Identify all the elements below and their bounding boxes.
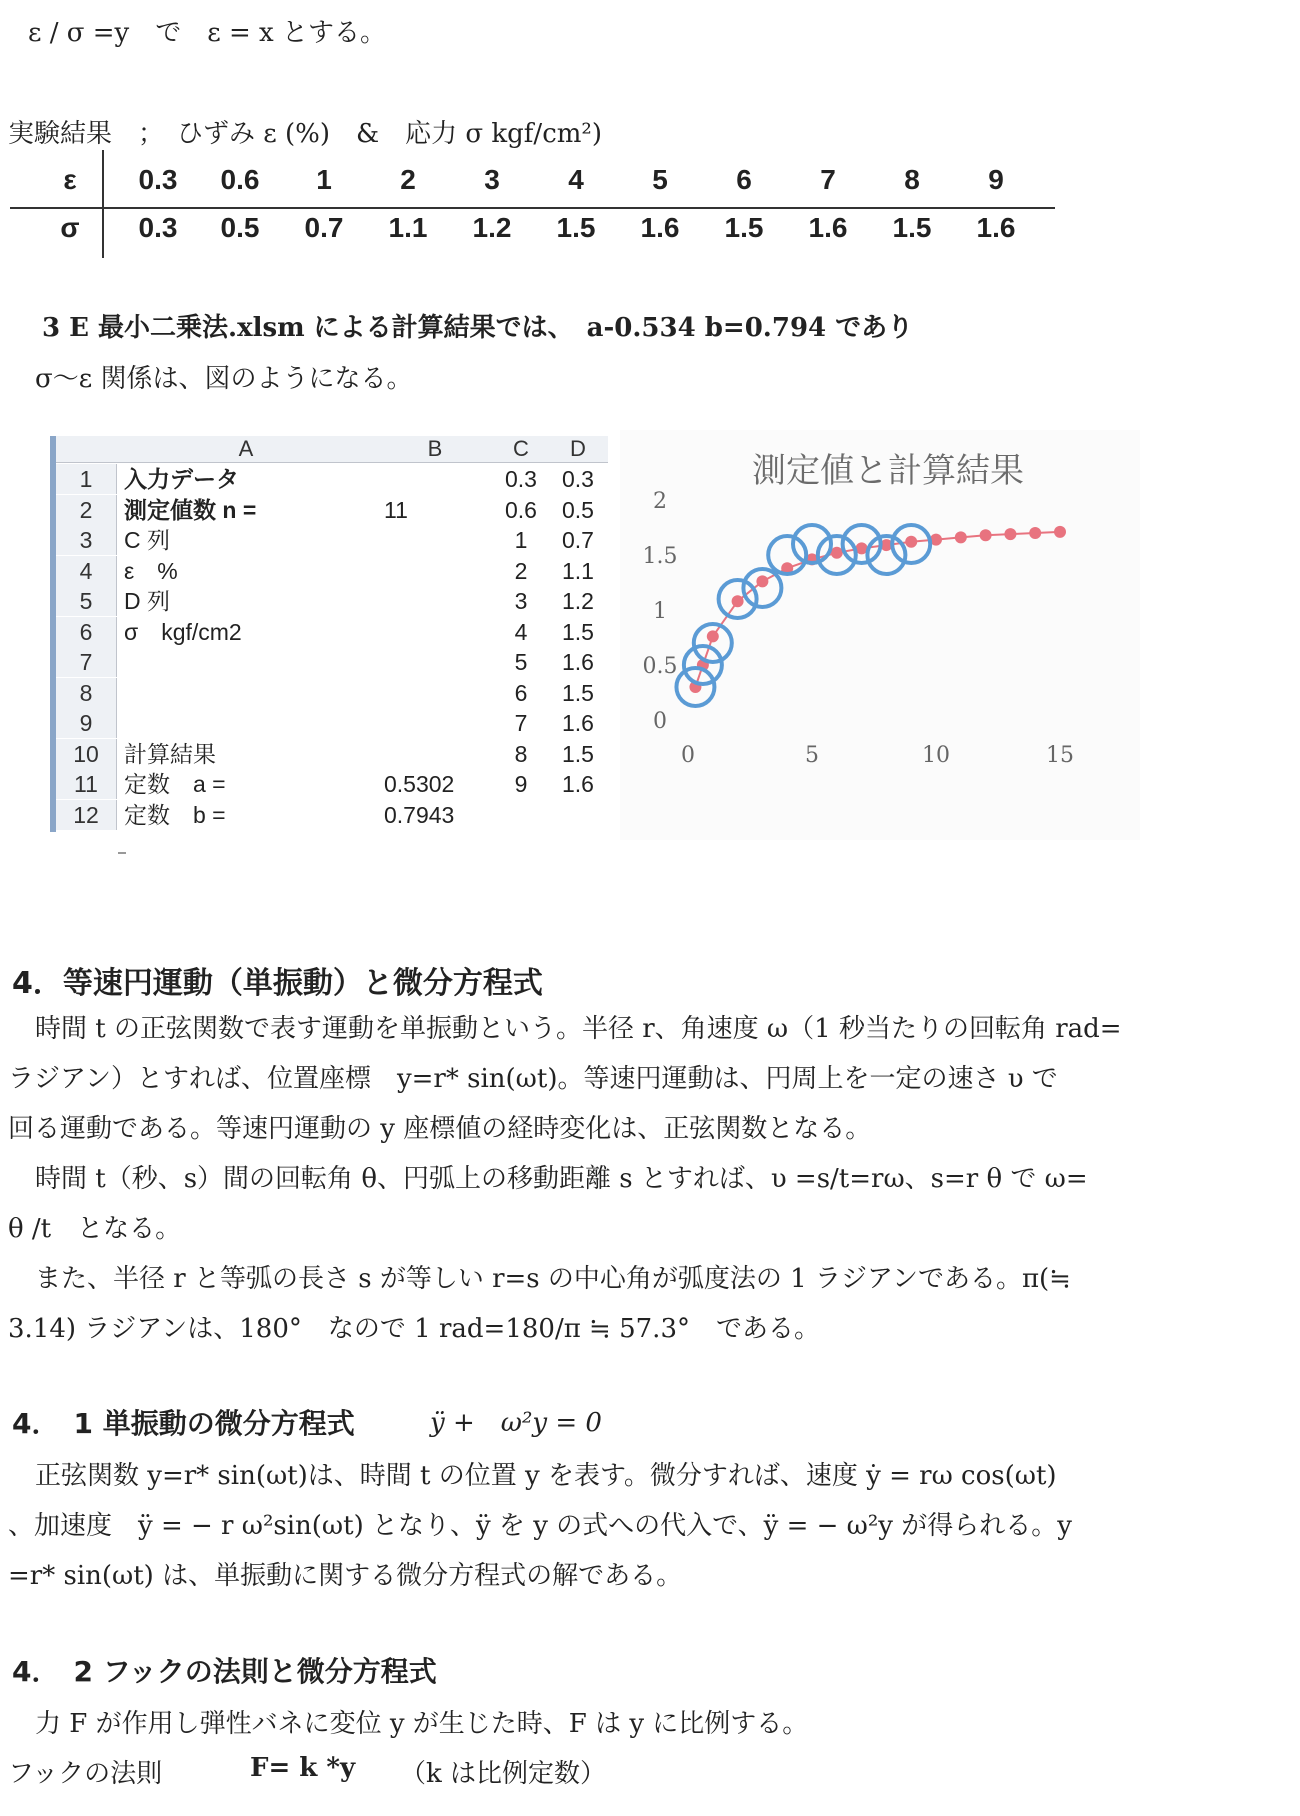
sec4-para-line: 回る運動である。等速円運動の y 座標値の経時変化は、正弦関数となる。 xyxy=(8,1114,872,1144)
sigma-value: 1.5 xyxy=(724,212,764,243)
row-header[interactable]: 4 xyxy=(56,556,117,586)
section-4-heading: 4．等速円運動（単振動）と微分方程式 xyxy=(12,966,543,1001)
x-tick-label: 15 xyxy=(1046,743,1074,768)
sigma-value: 1.2 xyxy=(472,212,512,243)
intro-line: ε / σ =y で ε = x とする。 xyxy=(28,18,386,48)
eps-value: 7 xyxy=(820,164,836,195)
fit-point xyxy=(756,575,768,587)
y-tick-label: 0 xyxy=(653,709,667,734)
sheet-cell-c[interactable]: 9 xyxy=(514,771,528,797)
sigma-value: 0.5 xyxy=(220,212,260,243)
eps-value: 9 xyxy=(988,164,1004,195)
col-header-b[interactable]: B xyxy=(376,436,494,463)
row-header[interactable]: 5 xyxy=(56,586,117,616)
fit-point xyxy=(1054,526,1066,538)
sheet-cell-c[interactable]: 2 xyxy=(514,557,528,584)
sheet-cell-a[interactable]: 定数 a = xyxy=(124,771,226,797)
sheet-cell-c[interactable]: 1 xyxy=(514,527,528,553)
sheet-cell-b[interactable] xyxy=(384,556,494,586)
sheet-cell-a[interactable] xyxy=(124,678,374,708)
eps-value: 8 xyxy=(904,164,920,195)
sheet-cell-c[interactable]: 0.3 xyxy=(505,466,537,492)
results-caption: 実験結果 ； ひずみ ε (%) & 応力 σ kgf/cm²) xyxy=(8,119,602,149)
sheet-cell-a[interactable]: D 列 xyxy=(124,588,170,614)
sheet-cell-c[interactable]: 0.6 xyxy=(505,496,537,523)
hooke-law-equation: F= k *y xyxy=(250,1753,356,1783)
sigma-label: σ xyxy=(60,212,80,243)
sheet-cell-b[interactable] xyxy=(384,586,494,616)
sheet-cell-a[interactable]: 定数 b = xyxy=(124,801,226,828)
eps-row xyxy=(10,160,1055,204)
row-header[interactable]: 12 xyxy=(56,800,117,830)
x-tick-label: 0 xyxy=(681,743,695,768)
eps-value: 0.3 xyxy=(138,164,178,195)
row-header[interactable]: 3 xyxy=(56,525,117,555)
y-tick-label: 1.5 xyxy=(642,544,678,569)
eps-value: 4 xyxy=(568,164,584,195)
sheet-cell-b[interactable] xyxy=(384,525,494,555)
sigma-value: 1.6 xyxy=(640,212,680,243)
sigma-value: 0.7 xyxy=(304,212,344,243)
sheet-cell-d[interactable]: 1.5 xyxy=(562,679,594,706)
fit-point xyxy=(1004,528,1016,540)
section-4-1-heading: 4． 1 単振動の微分方程式 xyxy=(12,1407,355,1440)
chart-title: 測定値と計算結果 xyxy=(752,451,1024,491)
chart-background xyxy=(620,430,1140,840)
fit-point xyxy=(955,531,967,543)
sigma-value: 1.6 xyxy=(976,212,1016,243)
sheet-cell-a[interactable]: 測定値数 n = xyxy=(124,496,257,523)
sheet-cell-a[interactable]: ε % xyxy=(124,557,178,584)
sigma-value: 1.6 xyxy=(808,212,848,243)
y-tick-label: 0.5 xyxy=(642,654,678,679)
eps-label: ε xyxy=(63,164,77,195)
sheet-cell-c[interactable] xyxy=(494,800,548,830)
sigma-value: 1.5 xyxy=(892,212,932,243)
sheet-cell-b[interactable] xyxy=(384,647,494,677)
fit-point xyxy=(707,630,719,642)
sec4-para-line: θ /t となる。 xyxy=(8,1214,182,1244)
fit-point xyxy=(980,529,992,541)
sec4-para-line: ラジアン）とすれば、位置座標 y=r* sin(ωt)。等速円運動は、円周上を一定の速さ υ で xyxy=(8,1064,1058,1094)
sheet-cell-c[interactable]: 8 xyxy=(514,740,528,767)
row-header[interactable]: 8 xyxy=(56,678,117,708)
sheet-cell-a[interactable]: σ kgf/cm2 xyxy=(124,618,242,645)
spreadsheet xyxy=(50,436,594,832)
sheet-cell-b[interactable]: 0.5302 xyxy=(384,771,455,797)
sheet-cell-c[interactable]: 4 xyxy=(514,618,528,645)
eps-value: 6 xyxy=(736,164,752,195)
hooke-law-label: フックの法則 xyxy=(8,1759,163,1789)
stress-strain-chart xyxy=(620,430,1140,840)
sheet-cell-d[interactable] xyxy=(548,800,608,830)
fit-point xyxy=(905,536,917,548)
sec4-para-line: また、半径 r と等弧の長さ s が等しい r=s の中心角が弧度法の 1 ラジアンである。π(≒ xyxy=(35,1264,1071,1294)
sigma-value: 1.5 xyxy=(556,212,596,243)
sheet-cell-d[interactable]: 1.6 xyxy=(562,710,594,736)
row-header[interactable]: 11 xyxy=(56,769,117,799)
eps-value: 0.6 xyxy=(220,164,260,195)
sheet-cell-d[interactable]: 1.2 xyxy=(562,588,594,614)
sheet-cell-b[interactable] xyxy=(384,464,494,494)
calc-line-2: σ～ε 関係は、図のようになる。 xyxy=(35,364,413,394)
divider-mark xyxy=(118,852,126,854)
sigma-value: 0.3 xyxy=(138,212,178,243)
row-header[interactable]: 1 xyxy=(56,464,117,494)
y-tick-label: 1 xyxy=(653,599,667,624)
sec41-para-line: =r* sin(ωt) は、単振動に関する微分方程式の解である。 xyxy=(8,1561,683,1591)
sheet-cell-b[interactable] xyxy=(384,617,494,647)
sec41-equation: ÿ + ω²y = 0 xyxy=(430,1408,602,1438)
sheet-cell-a[interactable]: 入力データ xyxy=(124,466,239,492)
sec4-para-line: 3.14) ラジアンは、180° なので 1 rad=180/π ≒ 57.3° である。 xyxy=(8,1314,820,1344)
sheet-cell-c[interactable]: 5 xyxy=(514,649,528,675)
col-header-c[interactable]: C xyxy=(494,436,548,463)
hooke-law-note: （k は比例定数） xyxy=(400,1759,607,1789)
row-header[interactable]: 6 xyxy=(56,617,117,647)
col-header-d[interactable]: D xyxy=(548,436,608,463)
row-header[interactable]: 7 xyxy=(56,647,117,677)
sheet-cell-d[interactable]: 1.5 xyxy=(562,618,594,645)
row-header[interactable]: 2 xyxy=(56,495,117,525)
row-header[interactable]: 10 xyxy=(56,739,117,769)
sigma-value: 1.1 xyxy=(388,212,428,243)
sheet-cell-a[interactable]: 計算結果 xyxy=(124,740,216,767)
sheet-cell-d[interactable]: 0.7 xyxy=(562,527,594,553)
sheet-cell-b[interactable]: 0.7943 xyxy=(384,801,455,828)
col-header-a[interactable]: A xyxy=(116,436,376,463)
eps-value: 5 xyxy=(652,164,668,195)
sec4-para-line: 時間 t の正弦関数で表す運動を単振動という。半径 r、角速度 ω（1 秒当たりの回転角 rad= xyxy=(35,1014,1122,1044)
sheet-cell-a[interactable] xyxy=(124,647,374,677)
sec41-para-line: 、加速度 ÿ = − r ω²sin(ωt) となり、ÿ を y の式への代入で、ÿ = − ω²y が得られる。y xyxy=(8,1511,1072,1541)
sheet-cell-a[interactable] xyxy=(124,708,374,738)
sheet-cell-c[interactable]: 7 xyxy=(514,710,528,736)
sec42-para-line: 力 F が作用し弾性バネに変位 y が生じた時、F は y に比例する。 xyxy=(35,1709,809,1739)
eps-value: 3 xyxy=(484,164,500,195)
sheet-cell-d[interactable]: 1.6 xyxy=(562,649,594,675)
sheet-cell-c[interactable]: 6 xyxy=(514,679,528,706)
x-tick-label: 5 xyxy=(805,743,819,768)
eps-value: 1 xyxy=(316,164,332,195)
sheet-cell-b[interactable] xyxy=(384,678,494,708)
sheet-cell-a[interactable]: C 列 xyxy=(124,527,170,553)
sheet-cell-d[interactable]: 0.5 xyxy=(562,496,594,523)
sheet-cell-b[interactable] xyxy=(384,708,494,738)
sheet-cell-b[interactable]: 11 xyxy=(384,496,408,523)
calc-line-1: 3 E 最小二乗法.xlsm による計算結果では、 a-0.534 b=0.794 であり xyxy=(42,313,914,343)
sheet-cell-d[interactable]: 1.1 xyxy=(562,557,594,584)
sheet-cell-d[interactable]: 1.6 xyxy=(562,771,594,797)
sec41-para-line: 正弦関数 y=r* sin(ωt)は、時間 t の位置 y を表す。微分すれば、速度 ẏ = rω cos(ωt) xyxy=(35,1461,1057,1491)
sheet-cell-b[interactable] xyxy=(384,739,494,769)
section-4-2-heading: 4． 2 フックの法則と微分方程式 xyxy=(12,1655,437,1688)
sheet-cell-d[interactable]: 0.3 xyxy=(562,466,594,492)
fit-point xyxy=(1029,527,1041,539)
sheet-cell-c[interactable]: 3 xyxy=(514,588,528,614)
fit-point xyxy=(831,547,843,559)
eps-value: 2 xyxy=(400,164,416,195)
fit-point xyxy=(732,595,744,607)
sigma-row xyxy=(10,208,1055,252)
x-tick-label: 10 xyxy=(922,743,950,768)
sheet-cell-d[interactable]: 1.5 xyxy=(562,740,594,767)
sec4-para-line: 時間 t（秒、s）間の回転角 θ、円弧上の移動距離 s とすれば、υ =s/t=rω、s=r θ で ω= xyxy=(35,1164,1088,1194)
sheet-corner xyxy=(56,436,116,463)
row-header[interactable]: 9 xyxy=(56,708,117,738)
y-tick-label: 2 xyxy=(653,489,667,514)
